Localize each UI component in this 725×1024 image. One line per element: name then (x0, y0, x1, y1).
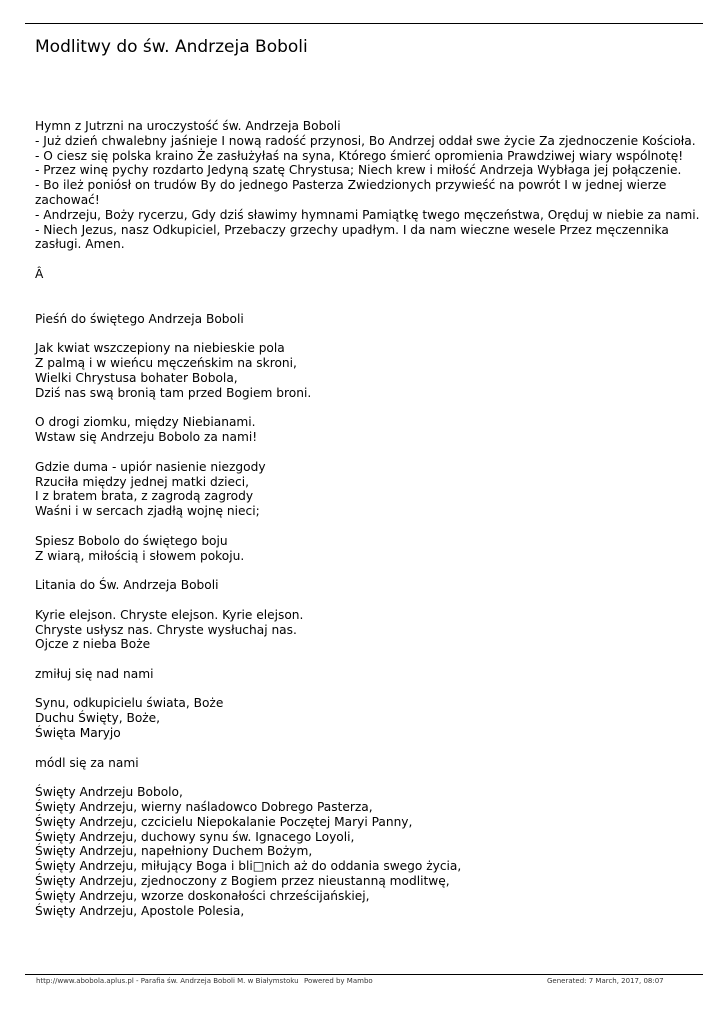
litany-invocation: Święty Andrzeju, napełniony Duchem Bożym, (35, 844, 313, 859)
litany-invocation: Święty Andrzeju Bobolo, (35, 785, 183, 800)
song-line: I z bratem brata, z zagrodą zagrody (35, 489, 254, 504)
stray-character: Â (35, 266, 44, 281)
header-rule (25, 23, 703, 24)
song-line: Rzuciła między jednej matki dzieci, (35, 474, 249, 489)
litany-response: zmiłuj się nad nami (35, 666, 154, 681)
song-line: Spiesz Bobolo do świętego boju (35, 533, 228, 548)
litany-invocation: Święty Andrzeju, wierny naśladowco Dobrego Pasterza, (35, 800, 373, 815)
footer-url: http://www.abobola.aplus.pl - Parafia św. Andrzeja Boboli M. w Białymstoku (36, 977, 299, 985)
footer-powered-by: Powered by Mambo (304, 977, 373, 985)
hymn-verse: - Niech Jezus, nasz Odkupiciel, Przebaczy grzechy upadłym. I da nam wieczne wesele Przez męczennika zasługi. Amen. (35, 222, 669, 252)
document-body (35, 119, 710, 918)
litany-line: Duchu Święty, Boże, (35, 711, 161, 726)
litany-line: Ojcze z nieba Boże (35, 637, 151, 652)
litany-invocation: Święty Andrzeju, czcicielu Niepokalanie Poczętej Maryi Panny, (35, 814, 413, 829)
footer-rule (25, 974, 703, 975)
song-line: Z palmą i w wieńcu męczeńskim na skroni, (35, 356, 297, 371)
litany-heading: Litania do Św. Andrzeja Boboli (35, 578, 219, 593)
hymn-verse: - Już dzień chwalebny jaśnieje I nową radość przynosi, Bo Andrzej oddał swe życie Za zjednoczenie Kościoła. (35, 133, 696, 148)
song-line: Gdzie duma - upiór nasienie niezgody (35, 459, 266, 474)
hymn-verse: - Andrzeju, Boży rycerzu, Gdy dziś sławimy hymnami Pamiątkę twego męczeństwa, Oręduj w niebie za nami. (35, 207, 700, 222)
hymn-verse: - Bo ileż poniósł on trudów By do jednego Pasterza Zwiedzionych przywieść na powrót I w jednej wierze zachować! (35, 178, 667, 207)
litany-line: Synu, odkupicielu świata, Boże (35, 696, 224, 711)
song-line: Jak kwiat wszczepiony na niebieskie pola (35, 341, 285, 356)
litany-line: Kyrie elejson. Chryste elejson. Kyrie elejson. (35, 607, 304, 622)
litany-invocation: Święty Andrzeju, wzorze doskonałości chrześcijańskiej, (35, 888, 370, 903)
hymn-verse: - Przez winę pychy rozdarto Jedyną szatę Chrystusa; Niech krew i miłość Andrzeja Wybłaga jej połączenie. (35, 163, 682, 178)
song-line: Waśni i w sercach zjadłą wojnę nieci; (35, 504, 260, 519)
page-title: Modlitwy do św. Andrzeja Boboli (35, 37, 308, 57)
song-line: Dziś nas swą bronią tam przed Bogiem broni. (35, 385, 312, 400)
song-line: O drogi ziomku, między Niebianami. (35, 415, 256, 430)
song-line: Wstaw się Andrzeju Bobolo za nami! (35, 430, 258, 445)
litany-response: módl się za nami (35, 755, 139, 770)
footer-generated-date: Generated: 7 March, 2017, 08:07 (547, 977, 664, 985)
litany-line: Święta Maryjo (35, 726, 121, 741)
litany-line: Chryste usłysz nas. Chryste wysłuchaj nas. (35, 622, 297, 637)
litany-invocation: Święty Andrzeju, duchowy synu św. Ignacego Loyoli, (35, 829, 355, 844)
song-line: Z wiarą, miłością i słowem pokoju. (35, 548, 245, 563)
hymn-heading: Hymn z Jutrzni na uroczystość św. Andrzeja Boboli (35, 119, 341, 133)
litany-invocation: Święty Andrzeju, zjednoczony z Bogiem przez nieustanną modlitwę, (35, 874, 450, 889)
song-line: Wielki Chrystusa bohater Bobola, (35, 370, 238, 385)
hymn-verse: - O ciesz się polska kraino Że zasłużyłaś na syna, Którego śmierć opromienia Prawdziwej wiary wspólnotę! (35, 148, 684, 163)
litany-invocation: Święty Andrzeju, Apostole Polesia, (35, 903, 245, 918)
song-heading: Pieśń do świętego Andrzeja Boboli (35, 311, 244, 326)
litany-invocation: Święty Andrzeju, miłujący Boga i bli□nich aż do oddania swego życia, (35, 859, 462, 874)
